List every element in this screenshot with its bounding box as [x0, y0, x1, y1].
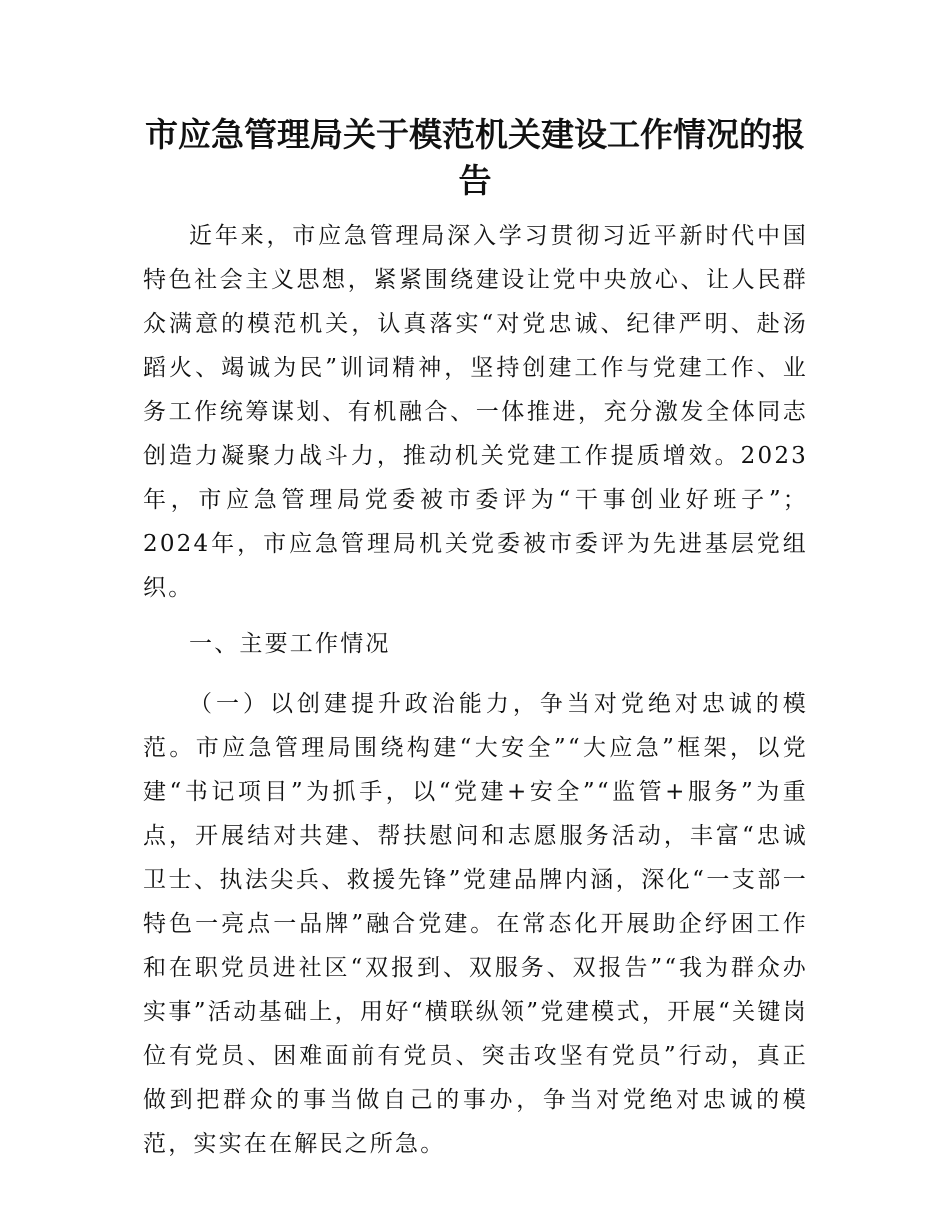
document-title: 市应急管理局关于模范机关建设工作情况的报告: [145, 115, 805, 200]
intro-paragraph: 近年来，市应急管理局深入学习贯彻习近平新时代中国特色社会主义思想，紧紧围绕建设让党中央放心、让人民群众满意的模范机关，认真落实“对党忠诚、纪律严明、赴汤蹈火、竭诚为民”训词精神，坚持创建工作与党建工作、业务工作统筹谋划、有机融合、一体推进，充分激发全体同志创造力凝聚力战斗力，推动机关党建工作提质增效。2023年，市应急管理局党委被市委评为“干事创业好班子”；2024年，市应急管理局机关党委被市委评为先进基层党组织。: [143, 223, 808, 601]
section-heading: 一、主要工作情况: [189, 631, 391, 657]
section-paragraph: （一）以创建提升政治能力，争当对党绝对忠诚的模范。市应急管理局围绕构建“大安全”“大应急”框架，以党建“书记项目”为抓手，以“党建+安全”“监管+服务”为重点，开展结对共建、帮扶慰问和志愿服务活动，丰富“忠诚卫士、执法尖兵、救援先锋”党建品牌内涵，深化“一支部一特色一亮点一品牌”融合党建。在常态化开展助企纾困工作和在职党员进社区“双报到、双服务、双报告”“我为群众办实事”活动基础上，用好“横联纵领”党建模式，开展“关键岗位有党员、困难面前有党员、突击攻坚有党员”行动，真正做到把群众的事当做自己的事办，争当对党绝对忠诚的模范，实实在在解民之所急。: [143, 691, 808, 1157]
document-body: [143, 214, 808, 1166]
